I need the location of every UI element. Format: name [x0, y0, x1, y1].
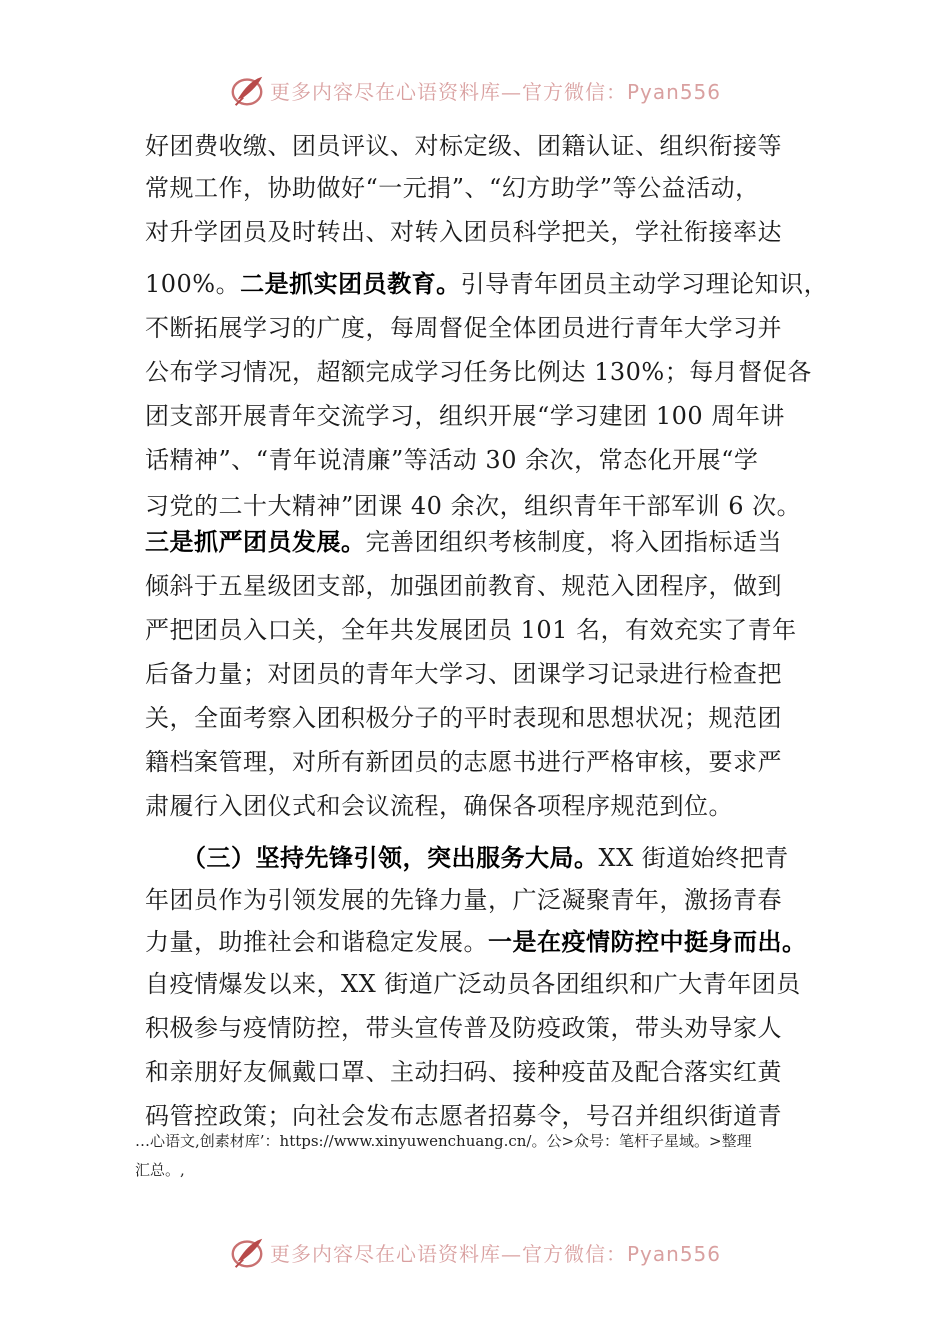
header-banner — [228, 70, 728, 110]
text-line — [145, 264, 828, 304]
text-segment: 力量，助推社会和谐稳定发展。 — [145, 928, 488, 956]
text-segment: 100%。 — [145, 270, 241, 298]
bold-heading: 三是抓严团员发展。 — [145, 528, 366, 556]
text-line: 关，全面考察入团积极分子的平时表现和思想状况；规范团 — [145, 704, 782, 732]
text-line: 籍档案管理，对所有新团员的志愿书进行严格审核，要求严 — [145, 748, 782, 776]
text-line: 肃履行入团仪式和会议流程，确保各项程序规范到位。 — [145, 792, 733, 820]
text-line: 严把团员入口关，全年共发展团员 101 名，有效充实了青年 — [145, 616, 797, 644]
footnote-line-2: 汇总。, — [135, 1161, 185, 1179]
text-line — [145, 838, 789, 878]
text-line: 积极参与疫情防控，带头宣传普及防疫政策，带头劝导家人 — [145, 1014, 782, 1042]
text-line — [145, 922, 807, 962]
footer-banner — [228, 1232, 728, 1272]
banner-text: 更多内容尽在心语资料库—官方微信：Pyan556 — [270, 1241, 722, 1266]
bold-heading: （三）坚持先锋引领，突出服务大局。 — [194, 844, 599, 872]
banner-text: 更多内容尽在心语资料库—官方微信：Pyan556 — [270, 79, 722, 104]
text-line: 不断拓展学习的广度，每周督促全体团员进行青年大学习并 — [145, 314, 782, 342]
text-line: 后备力量；对团员的青年大学习、团课学习记录进行检查把 — [145, 660, 782, 688]
text-line: 对升学团员及时转出、对转入团员科学把关，学社衔接率达 — [145, 218, 782, 246]
text-line: 话精神”、“青年说清廉”等活动 30 余次，常态化开展“学 — [145, 446, 759, 474]
text-line: 和亲朋好友佩戴口罩、主动扫码、接种疫苗及配合落实红黄 — [145, 1058, 782, 1086]
bold-heading: 一是在疫情防控中挺身而出。 — [488, 928, 807, 956]
text-segment — [145, 844, 194, 872]
text-line: 码管控政策；向社会发布志愿者招募令，号召并组织街道青 — [145, 1102, 782, 1130]
feather-quill-icon — [228, 1233, 266, 1271]
text-line: 公布学习情况，超额完成学习任务比例达 130%；每月督促各 — [145, 358, 812, 386]
feather-quill-icon — [228, 71, 266, 109]
text-line: 倾斜于五星级团支部，加强团前教育、规范入团程序，做到 — [145, 572, 782, 600]
text-line: 好团费收缴、团员评议、对标定级、团籍认证、组织衔接等 — [145, 132, 782, 160]
text-segment: XX 街道始终把青 — [598, 844, 789, 872]
text-line: 团支部开展青年交流学习，组织开展“学习建团 100 周年讲 — [145, 402, 785, 430]
text-line: 年团员作为引领发展的先锋力量，广泛凝聚青年，激扬青春 — [145, 886, 782, 914]
text-line: 自疫情爆发以来，XX 街道广泛动员各团组织和广大青年团员 — [145, 970, 801, 998]
text-line — [145, 522, 782, 562]
text-line: 习党的二十大精神”团课 40 余次，组织青年干部军训 6 次。 — [145, 492, 802, 520]
bold-heading: 二是抓实团员教育。 — [240, 270, 461, 298]
text-segment: 引导青年团员主动学习理论知识， — [460, 270, 829, 298]
text-line: 常规工作，协助做好“一元捐”、“幻方助学”等公益活动， — [145, 174, 760, 202]
text-segment: 完善团组织考核制度，将入团指标适当 — [365, 528, 782, 556]
footnote-line-1: …心语文,创素材库’：https://www.xinyuwenchuang.cn/。公>众号：笔杆子星域。>整理 — [135, 1132, 752, 1150]
